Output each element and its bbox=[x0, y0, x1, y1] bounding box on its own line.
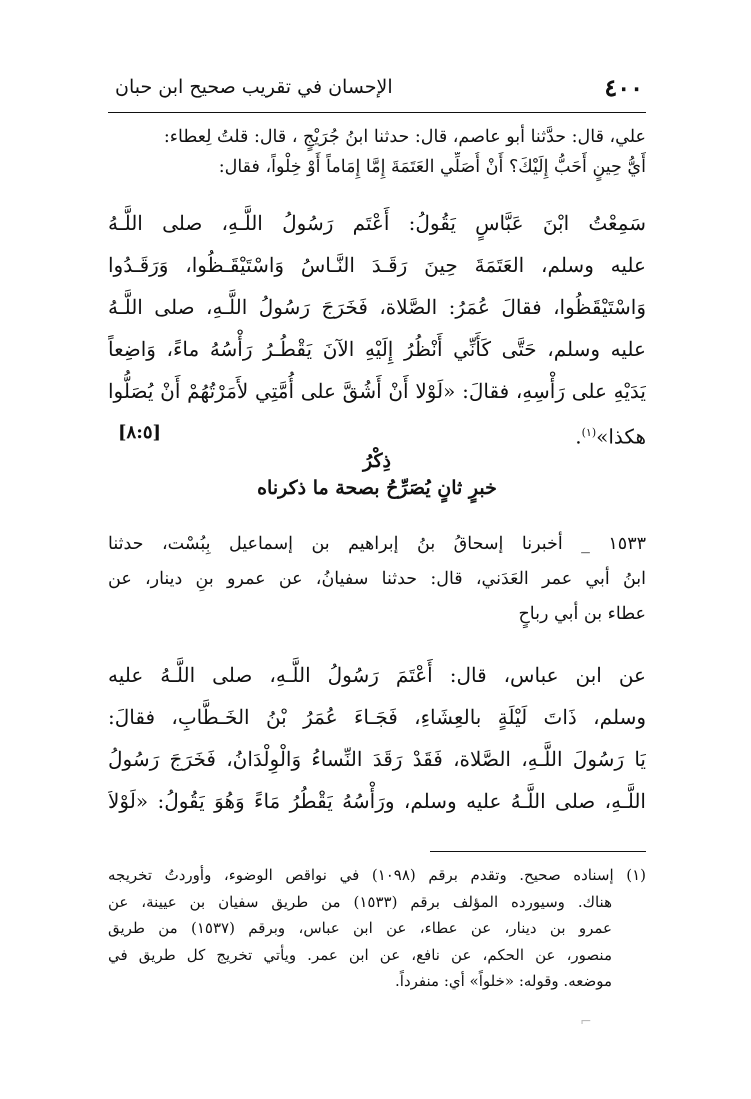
page-number: ٤٠٠ bbox=[604, 72, 643, 102]
text-line: عطاء بن أبي رباحٍ bbox=[518, 604, 646, 624]
footnote-rule bbox=[430, 851, 646, 852]
scan-artifact: ⌐ bbox=[580, 1014, 592, 1030]
text-line: عن ابن عباس، قال: أَعْتَمَ رَسُولُ اللَّـهِ، صلى اللَّـهُ عليه bbox=[108, 663, 646, 687]
footnote-marker: (١) bbox=[581, 426, 597, 439]
text-line: ١٥٣٣ _ أخبرنا إسحاقُ بنُ إبراهيم بن إسماعيل بِبُسْت، حدثنا bbox=[108, 534, 646, 554]
isnad-paragraph bbox=[108, 527, 646, 632]
text-line: سَمِعْتُ ابْنَ عَبَّاسٍ يَقُولُ: أَعْتَم رَسُولُ اللَّـهِ، صلى اللَّـهُ bbox=[108, 211, 646, 235]
chapter-title: ذِكْرُ bbox=[363, 450, 391, 472]
header-rule bbox=[108, 112, 646, 113]
text-line: عليه وسلم، العَتَمَةَ حِينَ رَقَـدَ النَّـاسُ وَاسْتَيْقَـظُوا، وَرَقَـدُوا bbox=[108, 253, 646, 277]
footnote-line: هناك. وسيورده المؤلف برقم (١٥٣٣) من طريق سفيان بن عيينة، عن bbox=[108, 892, 612, 911]
text-line: ابنُ أبي عمر العَدَني، قال: حدثنا سفيانُ، عن عمرو بنِ دينار، عن bbox=[108, 569, 646, 589]
text-line: هكذا»$^{(١)}$. bbox=[575, 424, 646, 449]
hadith-text bbox=[108, 202, 646, 458]
text-line: يَا رَسُولَ اللَّـهِ، الصَّلاة، فَقَدْ رَقَدَ النِّساءُ وَالْوِلْدَانُ، فَخَرَجَ رَسُولُ bbox=[108, 747, 646, 771]
text-line: اللَّـهِ، صلى اللَّـهُ عليه وسلم، ورَأْسُهُ يَقْطُرُ مَاءً وَهُوَ يَقُولُ: «لَوْلاَ bbox=[108, 789, 646, 813]
footnote-line: (١) إسناده صحيح. وتقدم برقم (١٠٩٨) في نواقص الوضوء، وأوردتُ تخريجه bbox=[108, 866, 646, 884]
hadith-text-2 bbox=[108, 654, 646, 822]
chapter-subtitle: خبرٍ ثانٍ يُصَرِّحُ بصحة ما ذكرناه bbox=[257, 477, 497, 499]
text-line: وسلم، ذَاتَ لَيْلَةٍ بالعِشَاءِ، فَجَـاءَ عُمَرُ بْنُ الخَـطَّابِ، فقالَ: bbox=[108, 705, 646, 729]
text-line: يَدَيْهِ على رَأْسِهِ، فقالَ: «لَوْلا أَنْ أَشُقَّ على أُمَّتِي لأَمَرْتُهُمْ أَنْ يُصَلُّوا bbox=[108, 379, 646, 403]
running-header bbox=[115, 72, 643, 102]
text-line: وَاسْتَيْقَظُوا، فقالَ عُمَرُ: الصَّلاة، فَخَرَجَ رَسُولُ اللَّـهِ، صلى اللَّـهُ bbox=[108, 295, 646, 319]
hadith-end: هكذا» bbox=[596, 424, 646, 449]
text-line: عليه وسلم، حَتَّى كَأَنِّي أَنْظُرُ إِلَيْهِ الآنَ يَقْطُـرُ رَأْسُهُ ماءً، وَاضِعاً bbox=[108, 337, 646, 361]
footnote-line: منصور، عن الحكم، عن نافع، عن ابن عمر. ويأتي تخريج كل طريق في bbox=[108, 945, 612, 964]
hadith-reference: [٨:٥] bbox=[118, 422, 162, 443]
footnote-line: موضعه. وقوله: «خلواً» أي: منفرداً. bbox=[395, 972, 612, 990]
text-line: علي، قال: حدَّثنا أبو عاصم، قال: حدثنا ابنُ جُرَيْجٍ ، قال: قلتُ لِعطاء: bbox=[163, 127, 646, 147]
text-line: أَيُّ حِينٍ أَحَبُّ إِلَيْكَ؟ أَنْ أُصَلِّي العَتَمَةَ إِمَّا إِمَاماً أَوْ خِلْواً، فقال: bbox=[218, 157, 646, 177]
intro-paragraph bbox=[108, 122, 646, 182]
footnote bbox=[108, 862, 646, 995]
footnote-line: عمرو بن دينار، عن عطاء، عن ابن عباس، وبرقم (١٥٣٧) من طريق bbox=[108, 919, 612, 937]
chapter-heading bbox=[108, 448, 646, 502]
book-title: الإحسان في تقريب صحيح ابن حبان bbox=[115, 76, 393, 98]
